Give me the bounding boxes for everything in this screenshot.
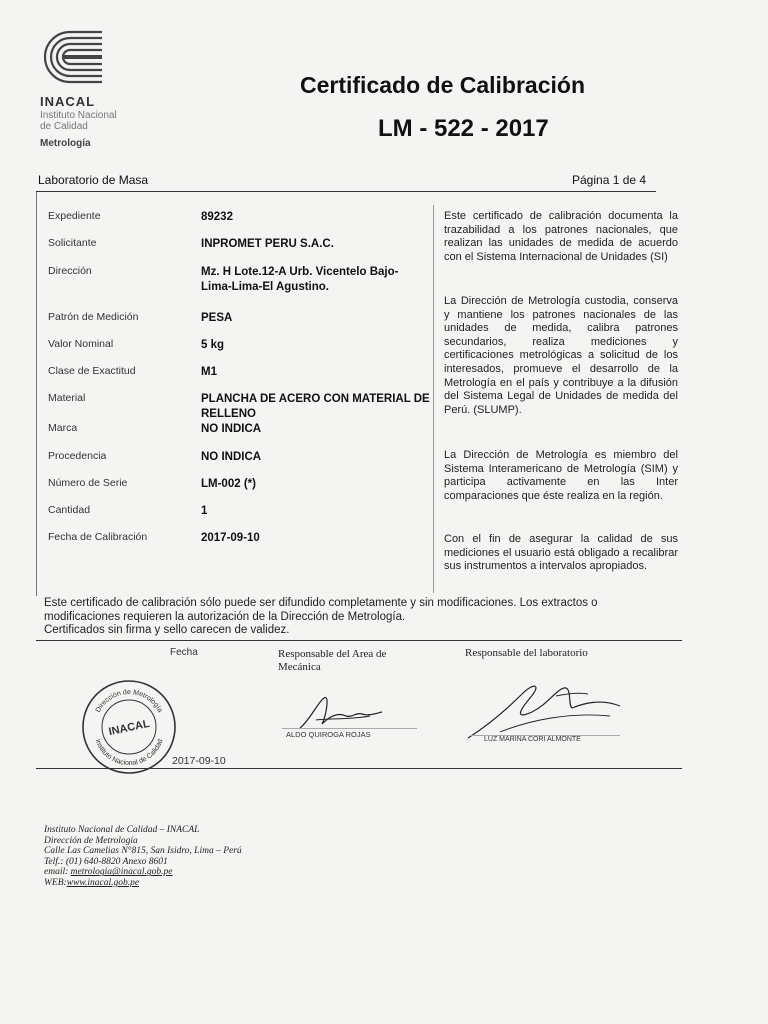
document-title: Certificado de Calibración bbox=[300, 72, 586, 98]
field-label-solicitante: Solicitante bbox=[48, 237, 97, 249]
disclaimer-line-3: Certificados sin firma y sello carecen de validez. bbox=[44, 624, 290, 636]
seal-text-top: Dirección de Metrología bbox=[94, 688, 164, 714]
field-value-material: PLANCHA DE ACERO CON MATERIAL DE RELLENO bbox=[201, 393, 430, 420]
certificate-number: LM - 522 - 2017 bbox=[378, 115, 549, 142]
field-label-patron: Patrón de Medición bbox=[48, 311, 139, 323]
footer-address bbox=[44, 825, 242, 889]
footer-line-4: Telf.: (01) 640-8820 Anexo 8601 bbox=[44, 856, 168, 867]
brand-area: Metrología bbox=[40, 138, 91, 149]
footer-email-link[interactable]: metrologia@inacal.gob.pe bbox=[70, 867, 173, 878]
laboratory-name: Laboratorio de Masa bbox=[38, 173, 149, 187]
field-label-cantidad: Cantidad bbox=[48, 504, 91, 516]
signature-divider-top bbox=[36, 640, 682, 641]
field-label-numero-serie: Número de Serie bbox=[48, 477, 128, 489]
lab-responsible-label: Responsable del laboratorio bbox=[465, 647, 588, 659]
field-value-direccion: Mz. H Lote.12-A Urb. Vicentelo Bajo-Lima-Lima-El Agustino. bbox=[201, 266, 399, 293]
disclaimer bbox=[44, 597, 684, 638]
field-value-cantidad: 1 bbox=[201, 505, 208, 517]
field-value-solicitante: INPROMET PERU S.A.C. bbox=[201, 238, 334, 250]
footer-email-row bbox=[44, 867, 242, 878]
paragraph-recalibrar: Con el fin de asegurar la calidad de sus mediciones el usuario está obligado a recalibrar sus instrumentos a intervalos apropiados. bbox=[444, 533, 678, 573]
footer-line-1: Instituto Nacional de Calidad – INACAL bbox=[44, 825, 200, 835]
disclaimer-line-2: modificaciones requieren la autorización de la Dirección de Metrología. bbox=[44, 610, 406, 623]
column-divider bbox=[433, 205, 434, 593]
left-border bbox=[36, 192, 37, 596]
footer-web-link[interactable]: www.inacal.gob.pe bbox=[66, 877, 140, 888]
paragraph-trazabilidad: Este certificado de calibración documenta la trazabilidad a los patrones nacionales, que realizan las unidades de medida de acuerdo con el Sistema Internacional de Unidades (SI) bbox=[444, 210, 678, 263]
footer-line-2: Dirección de Metrología bbox=[44, 835, 138, 846]
signature-1-line bbox=[282, 728, 417, 729]
field-label-procedencia: Procedencia bbox=[48, 450, 107, 462]
signature-divider-bottom bbox=[36, 768, 682, 769]
footer-web-label: WEB: bbox=[44, 877, 67, 888]
field-label-expediente: Expediente bbox=[48, 210, 101, 222]
field-value-valor-nominal: 5 kg bbox=[201, 339, 225, 351]
signature-date: 2017-09-10 bbox=[172, 755, 226, 767]
field-value-marca: NO INDICA bbox=[201, 423, 262, 435]
field-value-numero-serie: LM-002 (*) bbox=[201, 478, 256, 490]
signer-1-name: ALDO QUIROGA ROJAS bbox=[286, 730, 371, 739]
page-indicator: Página 1 de 4 bbox=[572, 173, 647, 187]
footer-web-row bbox=[44, 878, 242, 889]
svg-text:Instituto Nacional de Calidad bbox=[94, 738, 165, 767]
brand-subtitle bbox=[40, 110, 160, 132]
brand-name: INACAL bbox=[40, 94, 96, 109]
field-label-fecha-calibracion: Fecha de Calibración bbox=[48, 531, 148, 543]
field-label-marca: Marca bbox=[48, 422, 78, 434]
svg-text:Dirección de Metrología bbox=[95, 689, 163, 714]
area-responsible-label: Responsable del Area de Mecánica bbox=[278, 648, 387, 673]
signature-2-icon bbox=[460, 676, 625, 744]
date-label: Fecha bbox=[170, 647, 198, 658]
field-value-clase-exactitud: M1 bbox=[201, 366, 217, 378]
brand-subtitle-line-2: de Calidad bbox=[40, 121, 88, 132]
header-divider bbox=[36, 191, 656, 192]
field-label-material: Material bbox=[48, 392, 86, 404]
field-value-fecha-calibracion: 2017-09-10 bbox=[201, 532, 260, 544]
paragraph-custodia: La Dirección de Metrología custodia, conserva y mantiene los patrones nacionales de las unidades de medida, calibra patrones secundarios, realiza mediciones y certificaciones metrológicas a solicitud de los interesados, promueve el desarrollo de la Metrología en el país y contribuye a la difusión del Sistema Legal de Unidades de medida del Perú. (SLUMP). bbox=[444, 295, 678, 416]
paragraph-sim: La Dirección de Metrología es miembro del Sistema Interamericano de Metrología (SIM) y participa activamente en las Inter comparaciones que éste realiza en la región. bbox=[444, 449, 678, 502]
field-value-patron: PESA bbox=[201, 312, 233, 324]
field-label-clase-exactitud: Clase de Exactitud bbox=[48, 365, 136, 377]
field-label-direccion: Dirección bbox=[48, 265, 92, 277]
field-label-valor-nominal: Valor Nominal bbox=[48, 338, 114, 350]
seal-center: INACAL bbox=[107, 717, 151, 739]
field-value-expediente: 89232 bbox=[201, 211, 233, 223]
footer-email-label: email: bbox=[44, 867, 69, 878]
inacal-seal-icon bbox=[80, 678, 178, 776]
signer-2-name: LUZ MARINA CORI ALMONTE bbox=[484, 736, 581, 743]
brand-subtitle-line-1: Instituto Nacional bbox=[40, 110, 117, 121]
disclaimer-line-1: Este certificado de calibración sólo puede ser difundido completamente y sin modificaciones. Los extractos o bbox=[44, 597, 598, 609]
footer-line-3: Calle Las Camelias N°815, San Isidro, Lima – Perú bbox=[44, 846, 242, 857]
seal-text-bottom: Instituto Nacional de Calidad bbox=[93, 738, 165, 768]
field-value-procedencia: NO INDICA bbox=[201, 451, 262, 463]
inacal-logo-icon bbox=[32, 24, 112, 90]
